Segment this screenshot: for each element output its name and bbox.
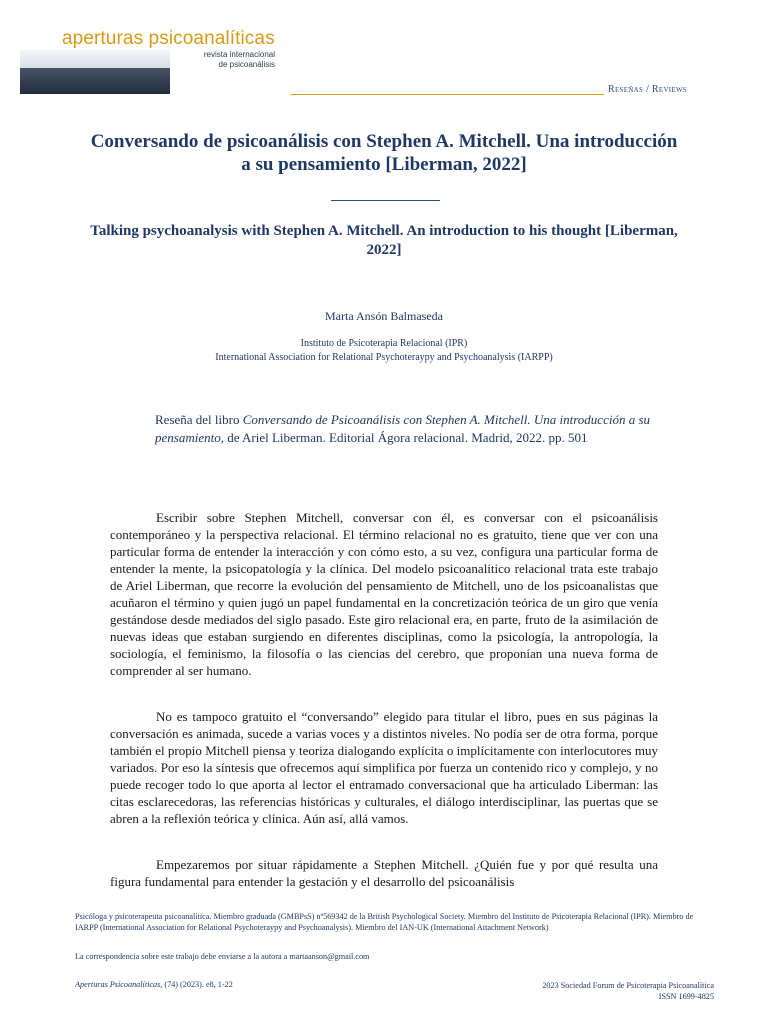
logo-subtitle-line-1: revista internacional	[203, 50, 275, 59]
issn: ISSN 1699-4825	[658, 992, 714, 1001]
publisher-name: 2023 Sociedad Forum de Psicoterapia Psicoanalítica	[542, 981, 714, 990]
paragraph-1-text: Escribir sobre Stephen Mitchell, conversar con él, es conversar con el psicoanálisis contemporáneo y la perspectiva relacional. El término relacional no es gratuito, tiene que ver con una particular forma de entender la interacción y con cómo esto, a su vez, configura una particular forma de entender la mente, la psicopatología y la clínica. Del modelo psicoanalítico relacional trata este trabajo de Ariel Liberman, que recorre la evolución del pensamiento de Mitchell, uno de los psicoanalistas que acuñaron el término y quien jugó un papel fundamental en la concretización teórica de un giro que venía gestándose desde mediados del siglo pasado. Este giro relacional era, en parte, fruto de la asimilación de nuevas ideas que estaban surgiendo en diferentes disciplinas, como la psicología, la antropología, la sociología, el feminismo, la filosofía o las ciencias del cerebro, que proponían una nueva forma de comprender al ser humano.	[110, 510, 658, 678]
title-divider	[331, 200, 440, 201]
review-suffix: , de Ariel Liberman. Editorial Ágora relacional. Madrid, 2022. pp. 501	[220, 429, 588, 445]
author-footnote: Psicóloga y psicoterapeuta psicoanalítica. Miembro graduada (GMBPsS) nº569342 de la British Psychological Society. Miembro del Instituto de Psicoterapia Relacional (IPR). Miembro de IARPP (International Association for Relational Psychoteraypy and Psychoanalysis). Miembro del IAN-UK (International Attachment Network)	[75, 912, 694, 932]
review-book-title: Conversando de Psicoanálisis con Stephen A. Mitchell. Una introducción a su pensamiento	[155, 412, 651, 445]
section-label: Reseñas / Reviews	[608, 84, 688, 95]
review-note	[155, 411, 660, 446]
body-paragraph-2	[110, 708, 658, 827]
correspondence-text: La correspondencia sobre este trabajo debe enviarse a la autora a martaanson@gmail.com	[75, 952, 370, 961]
affiliation-1: Instituto de Psicoterapia Relacional (IPR)	[300, 338, 468, 349]
correspondence-note	[75, 952, 369, 961]
book-shadow	[20, 68, 170, 94]
paragraph-3-text: Empezaremos por situar rápidamente a Stephen Mitchell. ¿Quién fue y por qué resulta una figura fundamental para entender la gestación y el desarrollo del psicoanálisis	[110, 857, 658, 889]
article-title-en: Talking psychoanalysis with Stephen A. Mitchell. An introduction to his thought [Liberman, 2022]	[90, 223, 678, 258]
affiliation-2: International Association for Relational Psychoteraypy and Psychoanalysis (IARPP)	[215, 352, 553, 363]
header-rule	[291, 94, 604, 95]
body-paragraph-1	[110, 509, 658, 679]
journal-citation	[75, 980, 233, 989]
review-prefix: Reseña del libro	[155, 412, 243, 427]
logo-subtitle	[175, 50, 275, 70]
publisher-info	[440, 980, 714, 1002]
citation-details: , (74) (2023). e8, 1-22	[160, 980, 233, 989]
citation-journal: Aperturas Psicoanalíticas	[75, 980, 161, 989]
author-name: Marta Ansón Balmaseda	[325, 309, 443, 323]
logo-subtitle-line-2: de psicoanálisis	[218, 60, 275, 69]
paragraph-2-text: No es tampoco gratuito el “conversando” elegido para titular el libro, pues en sus páginas la conversación es animada, sucede a varias voces y a distintos niveles. No podía ser de otra forma, porque también el propio Mitchell piensa y teoriza dialogando explícita o implícitamente con interlocutores muy variados. Por eso la síntesis que ofrecemos aquí simplifica por fuerza un contenido rico y complejo, y no puede recoger todo lo que aporta al lector el entramado conversacional que ha articulado Liberman: las citas esclarecedoras, las referencias históricas y culturales, el diálogo interdisciplinar, las puertas que se abren a la reflexión teórica y clínica. Aún así, allá vamos.	[110, 709, 658, 826]
logo-brand: aperturas psicoanalíticas	[62, 28, 275, 49]
article-title-es: Conversando de psicoanálisis con Stephen A. Mitchell. Una introducción a su pensamiento [Liberman, 2022]	[90, 131, 678, 175]
body-paragraph-3	[110, 856, 658, 890]
journal-logo	[20, 28, 275, 94]
